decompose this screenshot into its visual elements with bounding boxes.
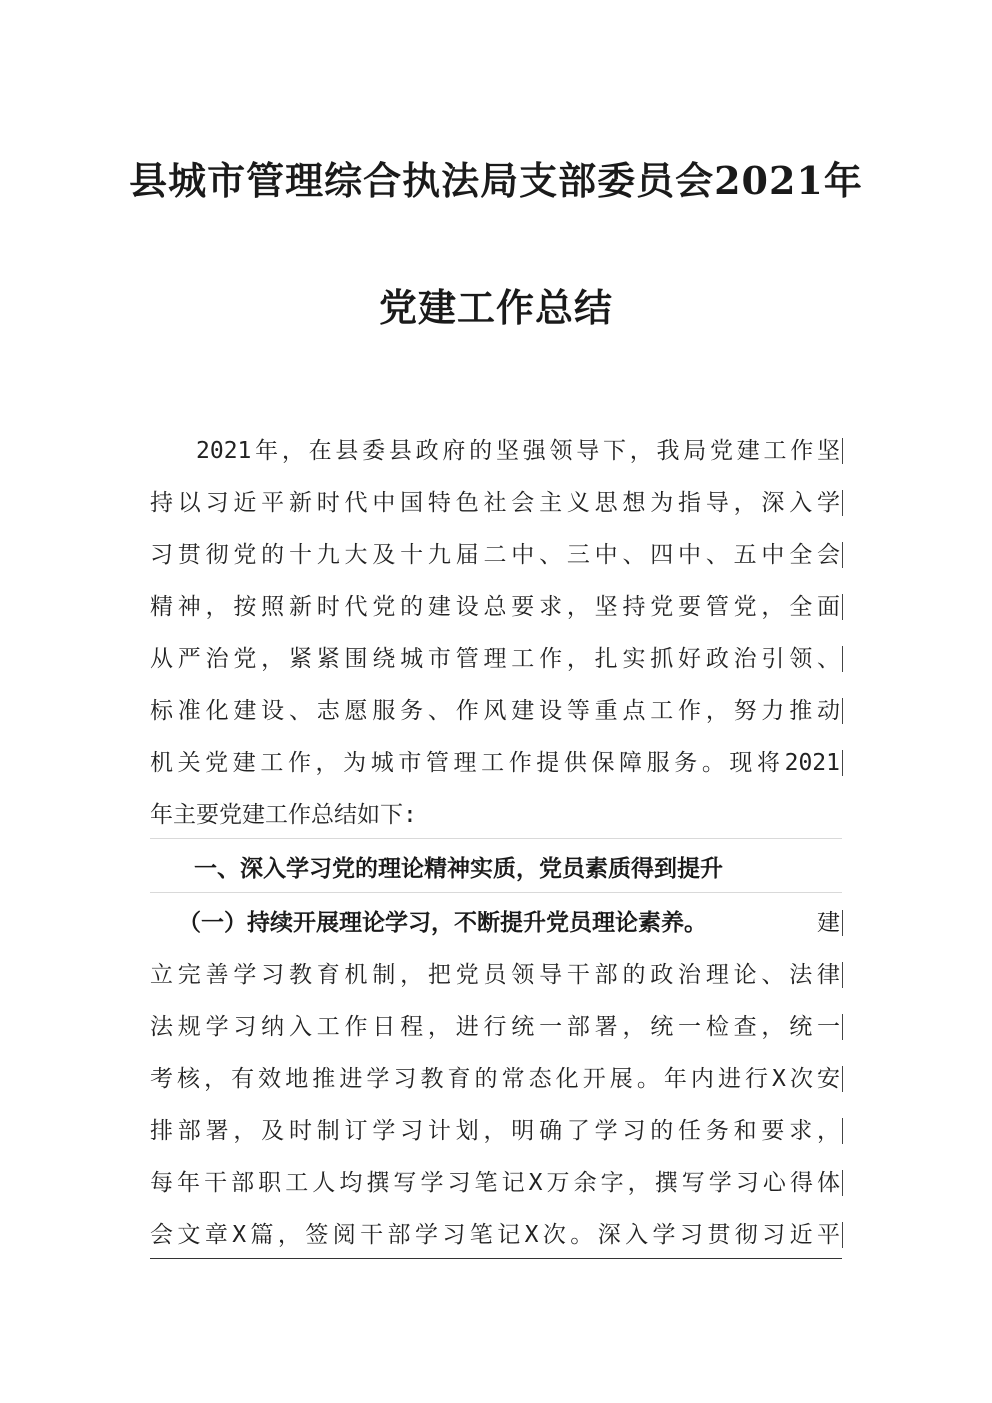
paragraph-line: 精神，按照新时代党的建设总要求，坚持党要管党，全面 [150, 594, 840, 620]
margin-mark [842, 910, 843, 936]
margin-mark [842, 646, 843, 672]
paragraph-line: 从严治党，紧紧围绕城市管理工作，扎实抓好政治引领、 [150, 646, 840, 672]
paragraph-line: 2021年，在县委县政府的坚强领导下，我局党建工作坚 [196, 438, 840, 464]
document-title-line-2: 党建工作总结 [378, 285, 613, 330]
subsection-heading-row [150, 903, 840, 943]
margin-mark [842, 490, 843, 516]
bottom-rule [150, 1258, 842, 1259]
paragraph-line: 持以习近平新时代中国特色社会主义思想为指导，深入学 [150, 490, 840, 516]
margin-mark [842, 1222, 843, 1248]
subsection-text-start: 建 [817, 910, 840, 936]
paragraph-line: 每年干部职工人均撰写学习笔记X万余字，撰写学习心得体 [150, 1170, 840, 1196]
paragraph-line: 标准化建设、志愿服务、作风建设等重点工作，努力推动 [150, 698, 840, 724]
divider-line [150, 838, 842, 839]
margin-mark [842, 962, 843, 988]
paragraph-line: 机关党建工作，为城市管理工作提供保障服务。现将2021 [150, 750, 840, 776]
margin-mark [842, 698, 843, 724]
divider-line [150, 892, 842, 893]
margin-mark [842, 1066, 843, 1092]
paragraph-line: 考核，有效地推进学习教育的常态化开展。年内进行X次安 [150, 1066, 840, 1092]
paragraph-line: 立完善学习教育机制，把党员领导干部的政治理论、法律 [150, 962, 840, 988]
margin-mark [842, 1014, 843, 1040]
paragraph-line: 年主要党建工作总结如下: [150, 802, 417, 828]
paragraph-line: 法规学习纳入工作日程，进行统一部署，统一检查，统一 [150, 1014, 840, 1040]
margin-mark [842, 1118, 843, 1144]
subsection-title: （一）持续开展理论学习，不断提升党员理论素养。 [178, 910, 707, 936]
margin-mark [842, 750, 843, 776]
paragraph-line: 排部署，及时制订学习计划，明确了学习的任务和要求， [150, 1118, 840, 1144]
paragraph-line: 会文章X篇，签阅干部学习笔记X次。深入学习贯彻习近平 [150, 1222, 840, 1248]
document-title-line-1: 县城市管理综合执法局支部委员会2021年 [129, 158, 863, 203]
margin-mark [842, 542, 843, 568]
margin-mark [842, 1170, 843, 1196]
margin-mark [842, 594, 843, 620]
margin-mark [842, 438, 843, 464]
section-heading: 一、深入学习党的理论精神实质，党员素质得到提升 [194, 856, 723, 882]
paragraph-line: 习贯彻党的十九大及十九届二中、三中、四中、五中全会 [150, 542, 840, 568]
